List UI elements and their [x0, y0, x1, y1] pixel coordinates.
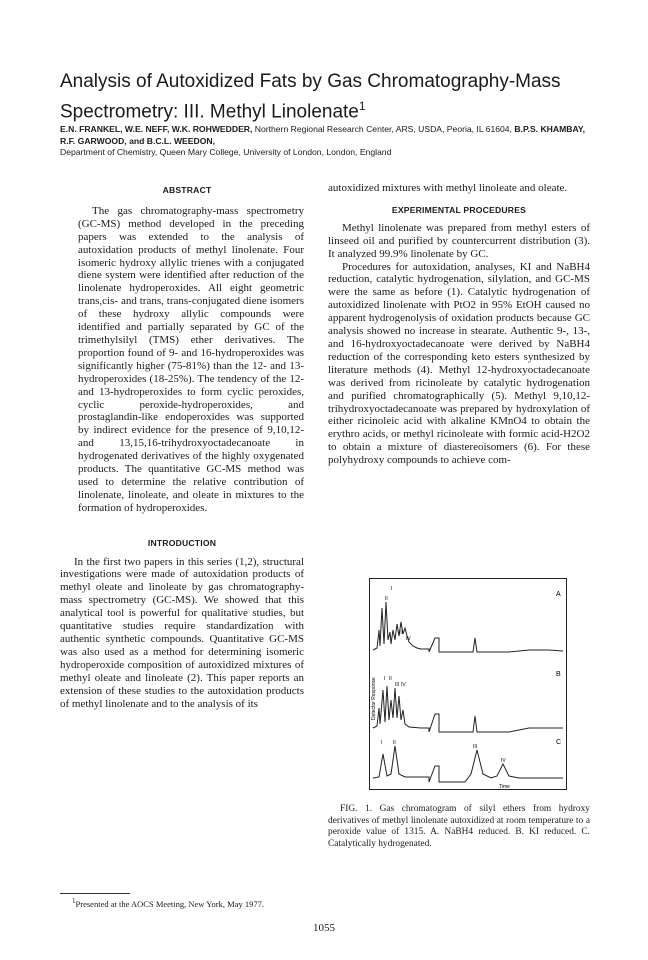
figure-1-chromatogram [369, 578, 567, 790]
author-block [60, 124, 600, 159]
continuation-text: autoxidized mixtures with methyl linoleate and oleate. [328, 182, 568, 194]
experimental-paragraph-2: Procedures for autoxidation, analyses, KI and NaBH4 reduction, catalytic hydrogenation, silylation, and GC-MS were the same as before (1). Catalytic hydrogenation of autoxidized linolenate with PtO2 in 95% EtOH caused no apparent hydrogenolysis of oxidation products because GC analysis showed no increase in stearate. Authentic 9-, 13-, and 16-hydroxyoctadecanoate were derived by NaBH4 reduction of the corresponding keto esters synthesized by literature methods (4). Methyl 12-hydroxyoctadecanoate was derived from ricinoleate by catalytic hydrogenation and purified chromatographically (5). Methyl 9,10,12-trihydroxyoctadecanoate was prepared by hydroxylation of either ricinoleic acid with alkaline KMnO4 to obtain the erythro acids, or methyl ricinoleate with formic acid-H2O2 to obtain a mixture of diastereoisomers (6). For these polyhydroxy compounds to achieve com- [328, 260, 590, 467]
left-column [60, 160, 304, 710]
peak-label-a-3: III [399, 630, 404, 636]
peak-label-b-2: II [389, 676, 392, 682]
footnote [60, 896, 304, 910]
affiliation-2: Department of Chemistry, Queen Mary College, University of London, London, England [60, 147, 392, 157]
panel-label-c: C [556, 739, 562, 746]
affiliation-1: Northern Regional Research Center, ARS, USDA, Peoria, IL 61604, [252, 124, 515, 134]
right-column [328, 182, 590, 467]
experimental-paragraph-1: Methyl linolenate was prepared from methyl esters of linseed oil and purified by countercurrent distribution (3). It analyzed 99.9% linolenate by GC. [328, 221, 590, 260]
panel-label-a: A [556, 591, 561, 598]
title-footnote-mark: 1 [358, 99, 366, 113]
peak-label-b-1: I [384, 676, 386, 682]
footnote-text: Presented at the AOCS Meeting, New York, May 1977. [75, 898, 264, 909]
introduction-text: In the first two papers in this series (1,2), structural investigations were made of autoxidation products of methyl oleate and linoleate by gas chromatography-mass spectrometry (GC-MS). We showed that this analytical tool is powerful for qualitative studies, but quantitative studies require standardization with authentic synthetic compounds. Quantitative GC-MS was also used as a method for determining isomeric hydroperoxide composition of autoxidized mixtures of methyl oleate and linoleate (2). This paper reports an extension of these studies to the autoxidation products of methyl linolenate and to the analysis of its [60, 555, 304, 710]
peak-label-b-3: III [395, 682, 400, 688]
introduction-heading: INTRODUCTION [147, 537, 217, 548]
peak-label-b-4: IV [401, 682, 406, 688]
footnote-rule [60, 893, 130, 894]
trace-a [373, 602, 563, 652]
figure-caption: FIG. 1. Gas chromatogram of silyl ethers from hydroxy derivatives of methyl linolenate autoxidized at room temperature to a peroxide value of 1315. A. NaBH4 reduced. B. KI reduced. C. Catalytically hydrogenated. [328, 804, 590, 849]
peak-label-c-4: IV [501, 758, 506, 764]
y-axis-label: Detector Response [371, 677, 377, 720]
panel-label-b: B [556, 671, 561, 678]
footnote-mark: 1 [72, 897, 76, 905]
authors-group-1: E.N. FRANKEL, W.E. NEFF, W.K. ROHWEDDER, [60, 124, 253, 134]
chromatogram-svg [369, 578, 567, 790]
peak-label-c-2: II [393, 740, 396, 746]
page-number: 1055 [313, 922, 335, 934]
peak-label-c-3: III [473, 744, 478, 750]
x-axis-label: Time [499, 784, 510, 790]
article-title: Analysis of Autoxidized Fats by Gas Chromatography-Mass Spectrometry: III. Methyl Linolenate$^1$ [60, 71, 561, 123]
peak-label-a-1: I [391, 586, 393, 592]
peak-label-a-2: II [385, 596, 388, 602]
trace-c [373, 746, 563, 782]
trace-b [373, 686, 563, 732]
abstract-heading: ABSTRACT [162, 185, 212, 195]
experimental-heading: EXPERIMENTAL PROCEDURES [391, 204, 527, 215]
authors-group-2: B.P.S. KHAMBAY, R.F. GARWOOD, and B.C.L. WEEDON, [60, 124, 586, 146]
abstract-body [60, 205, 304, 515]
abstract-text: The gas chromatography-mass spectrometry (GC-MS) method developed in the preceding papers was extended to the analysis of autoxidation products of methyl linolenate. Four isomeric hydroxy allylic trienes with a conjugated diene system were identified after reduction of the linolenate hydroperoxides. All eight geometric trans,cis- and trans, trans-conjugated diene isomers of these hydroxy allylic compounds were identified and partially separated by GC of the trimethylsilyl (TMS) ether derivatives. The proportion found of 9- and 16-hydroperoxides was significantly higher (75-81%) than the 12- and 13-hydroperoxides (18-25%). The tendency of the 12- and 13-hydroperoxides to form cyclic peroxides, cyclic peroxide-hydroperoxides, and prostaglandin-like endoperoxides was supported by indirect evidence for the presence of 9,10,12- and 13,15,16-trihydroxyoctadecanoate in hydrogenated derivatives of the highly oxygenated products. The quantitative GC-MS method was used to determine the relative contribution of linolenate, linoleate, and oleate in mixtures to the formation of hydroperoxides. [78, 204, 304, 514]
peak-label-a-4: IV [406, 636, 411, 642]
peak-label-c-1: I [381, 740, 383, 746]
